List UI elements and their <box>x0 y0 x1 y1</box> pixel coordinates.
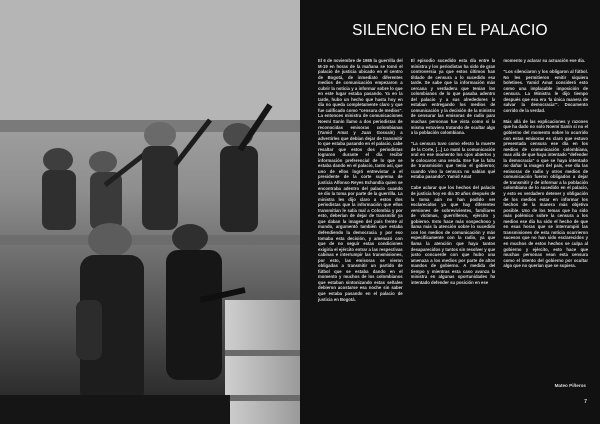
quote-paragraph: "La censura tuvo como efecto la muerte de la Corte, [...] Lo mató la comunicación oral en ese momento los ojos abiertos y le colocaron una venda. Ese fue la falta de transmisión que tenía el gobierno; cuando vino la censura no sabían qué estaba pasando". Yamid Amat <box>410 141 496 180</box>
paragraph: Cabe aclarar que los hechos del palacio de justicia hoy en día 30 años después de la toma aún no han podido ser esclarecidos ya que hay diferentes versiones de sobrevivientes, familiares de víctimas, guerrilleros, ejército y gobierno. Esto hace más sospechoso y llama más la atención sobre lo sucedido con los medios de comunicación y más específicamente con la radio, ya que llama la atención que haya tantos desaparecidos y tantos sin resolver y que justo concuerde con que hubo una amenaza a los medios por parte de altos mandos de gobierno. A medida del tiempo y mientras esta caso avanza la ministra en algunas oportunidades ha intentado defender su posición en ese <box>410 185 496 285</box>
paragraph: momento y aclarar su actuación ese día. <box>503 58 586 63</box>
quote-paragraph: "Los silenciaron y los obligaron al fútbol. No les permitieron emitir siquiera boletines. Yamid Amat consideró esto como una implacable imposición de censura. La Ministra le dijo tiempo después que esa era 'la única manera de salvar la democracia'". Documento corrido de la verdad. <box>503 69 589 113</box>
article-column-1 <box>318 58 403 398</box>
article-column-3 <box>503 58 588 398</box>
paragraph: El 6 de noviembre de 1985 la guerrilla del M-19 en horas de la mañana se tomó el palacio de justicia ubicado en el centro de Bogotá, de inmediato diferentes medios de comunicación empezaron a cubrir la noticia y a informar sobre lo que en este lugar estaba pasando. Ya en la tarde, hubo un hecho que hasta hoy en día no queda completamente claro y que fue calificado como "censura de medios". La entonces ministra de comunicaciones Noemí Sanín llamo a dos periodistas de reconocidas emisoras colombianas (Yamid Amat y Juan Gossaín) a advertirles que debían dejar de transmitir lo que estaba pasando en el palacio, cabe resaltar que estos dos periodistas lograron durante el día recibir información preferencial de lo que se estaba dando en el palacio, tanto así, que uno de ellos logró entrevistar a el presidente de la corte suprema de justicia Alfonso Reyes Echandía quien se encontraba adentro del palacio cuando se dio la toma por parte de la guerrilla. La ministra les dijo claro a estos dos periodistas que la información que ellos transmitían le salía mal a Colombia y por esto, deberían de dejar de transmitir ya que daban la imagen del país frente al mundo, argumentó también que estaba defendiendo la democracia y por eso tomaba esta decisión, y amenazó con que de no seguir estas condiciones exigiría el ejército entrar a las respectivas cabinas e interrumpir las transmisiones, por esto, las emisoras se vieron obligadas a transmitir un partido de fútbol que se estaba dando en el momento y muchos de los colombianos que estaban sintonizando estas señales debieron acostarse esa noche sin saber que estaba pasando en el palacio de justicia en Bogotá. <box>318 58 403 302</box>
article-column-2 <box>411 58 496 398</box>
article-headline: SILENCIO EN EL PALACIO <box>352 22 548 39</box>
paragraph: El episodio sucedido esta día entre la ministra y los periodistas ha sido de gran controversia ya que estos últimos han tildado de censura a lo sucedido esa tarde. Se sabe que la información más cercana y verdadera que tenían los colombianos de lo que pasaba adentro del palacio y a sus alrededores la estaban entregando los medios de comunicación y la decisión de la ministra de censurar las emisoras de radio para muchas personas fue vista como si la misma estuviera tratando de ocultar algo a la población colombiana. <box>410 58 496 136</box>
paragraph: Más allá de las explicaciones y razones que ha dado no solo Noemí Sanín si no el gobierno del momento sobre lo ocurrido con estas emisoras es claro que estuvo presentada censura ese día en los medios de comunicación colombiana, mas allá de que haya intentado "defender la democracia" o que se haya intentado no dañar la imagen del país, ese día las emisoras de radio y otros medios de comunicación fueron obligados a dejar de transmitir y de informar a la población colombiana de lo sucedido en el palacio, y esto es verdadero detener y obligación de los medios estar en informar los hechos de la manera más objetiva posible. Uno de los temas que ha sido más polémico sobre la censura a los medios ese día ha sido el hecho de que en esas horas que se interrumpió las transmisiones de esta noticia ocurrieron sucesos que no han sido esclarecidos y en muchos de estos hechos se culpa al gobierno y ejército, esto hace que muchas personas vean esta censura como el intento del gobierno por ocultar algo que no querían que se supiera. <box>503 118 589 269</box>
author-signature: Mateo Piñeros <box>554 383 586 388</box>
article-page <box>300 0 600 424</box>
article-columns <box>318 58 588 398</box>
page-number: 7 <box>584 399 587 405</box>
